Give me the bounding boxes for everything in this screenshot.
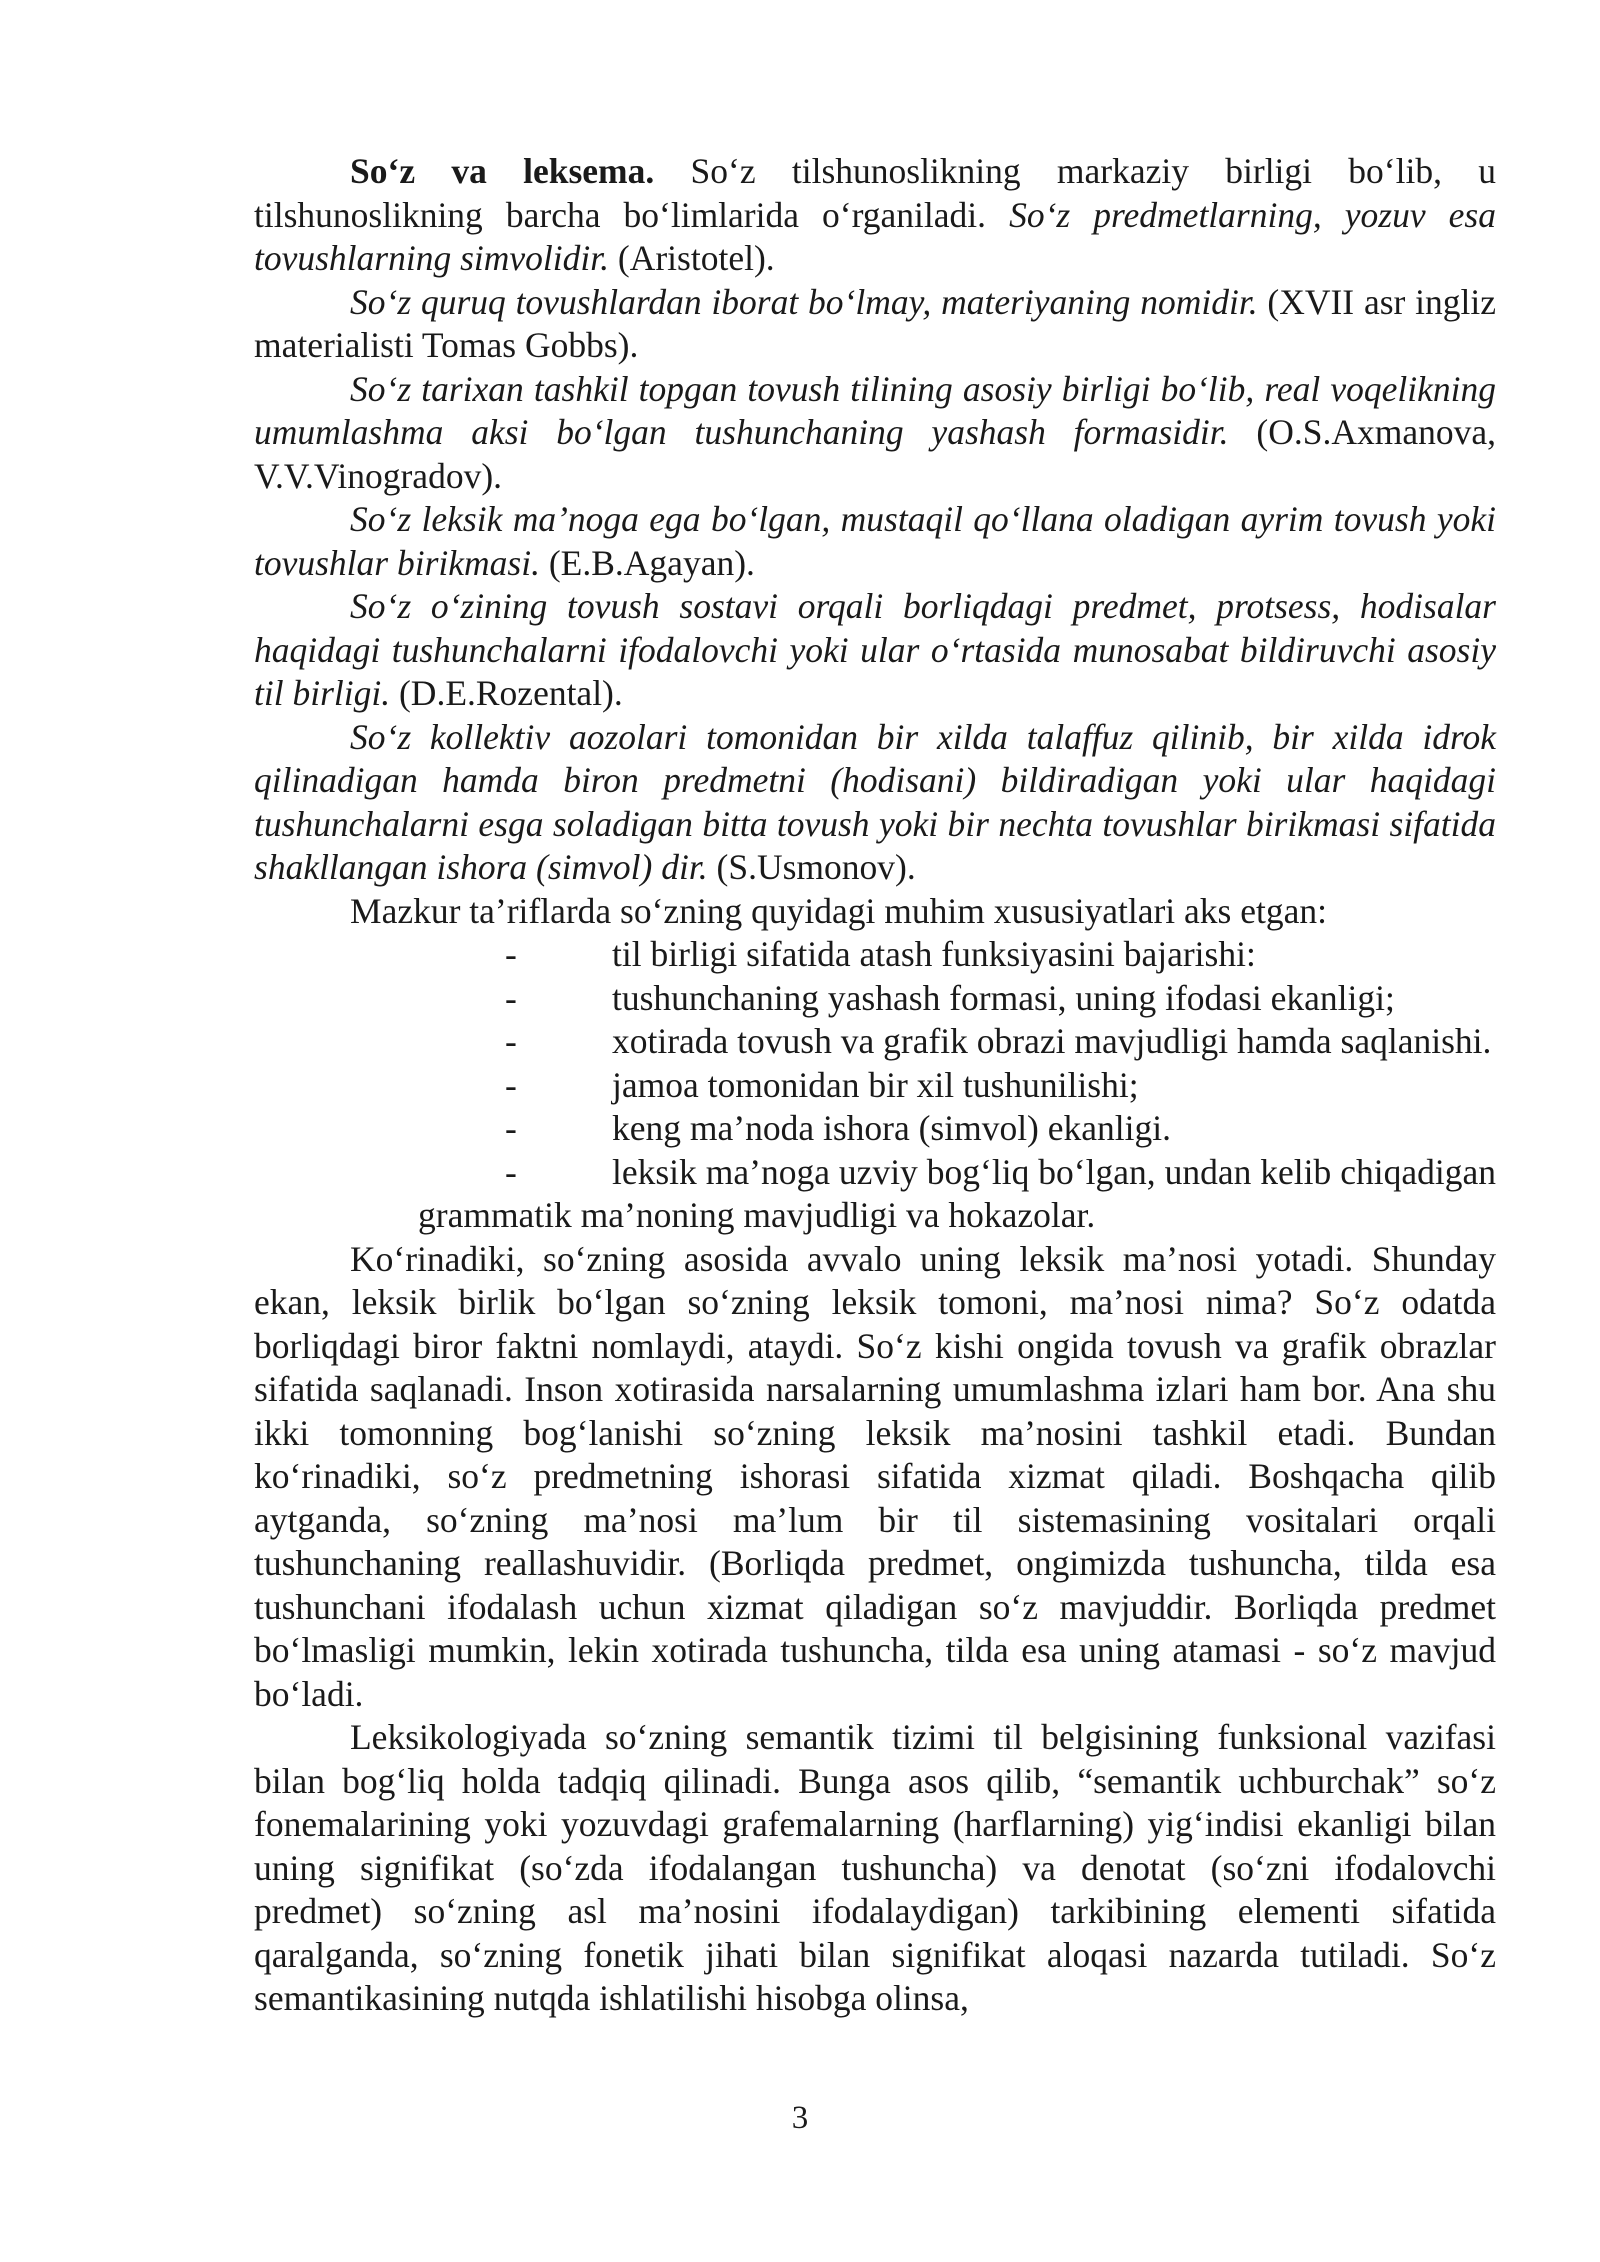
definition-text: So‘z kollektiv aozolari tomonidan bir xilda talaffuz qilinib, bir xilda idrok qilinadigan hamda biron predmetni (hodisani) bildiradigan yoki ular haqidagi tushunchalarni esga soladigan bitta tovush yoki bir nechta tovushlar birikmasi sifatida shakllangan ishora (simvol) dir. [254, 716, 1496, 887]
list-dash: - [505, 1064, 517, 1105]
list-item [254, 933, 1496, 977]
list-dash: - [505, 1021, 517, 1061]
definition-source: (O.S.Axmanova, V.V.Vinogradov). [254, 412, 1496, 496]
intro-text: So‘z tilshunoslikning markaziy birligi bo‘lib, u tilshunoslikning barcha bo‘limlarida o‘rganiladi. [254, 151, 1496, 235]
list-item [254, 1020, 1496, 1064]
definition-paragraph [254, 368, 1496, 499]
body-paragraph: Leksikologiyada so‘zning semantik tizimi til belgisining funksional vazifasi bilan bog‘liq holda tadqiq qilinadi. Bunga asos qilib, “semantik uchburchak” so‘z fonemalarining yoki yozuvdagi grafemalarning (harflarning) yig‘indisi ekanligi bilan uning signifikat (so‘zda ifodalangan tushuncha) va denotat (so‘zni ifodalovchi predmet) so‘zning asl ma’nosini ifodalaydigan) tarkibining elementi sifatida qaralganda, so‘zning fonetik jihati bilan signifikat aloqasi nazarda tutiladi. So‘z semantikasining nutqda ishlatilishi hisobga olinsa, [254, 1717, 1496, 2018]
definition-text: So‘z o‘zining tovush sostavi orqali borliqdagi predmet, protsess, hodisalar haqidagi tushunchalarni ifodalovchi yoki ular o‘rtasida munosabat bildiruvchi asosiy til birligi. [254, 586, 1496, 713]
list-dash: - [505, 934, 517, 974]
section-title: So‘z va leksema. [350, 151, 655, 191]
page-content [254, 150, 1496, 2021]
list-item-text: xotirada tovush va grafik obrazi mavjudligi hamda saqlanishi. [612, 1021, 1492, 1061]
list-item [254, 1151, 1496, 1238]
list-item [254, 977, 1496, 1021]
definition-text: So‘z leksik ma’noga ega bo‘lgan, mustaqil qo‘llana oladigan ayrim tovush yoki tovushlar birikmasi. [254, 499, 1496, 583]
properties-intro: Mazkur ta’riflarda so‘zning quyidagi muhim xususiyatlari aks etgan: [350, 890, 1327, 931]
definition-source: (D.E.Rozental). [390, 673, 623, 713]
definition-text: So‘z predmetlarning, yozuv esa tovushlarning simvolidir. [254, 194, 1496, 278]
properties-list [254, 933, 1496, 1238]
definition-paragraph [254, 281, 1496, 368]
definition-source: (E.B.Agayan). [539, 542, 755, 583]
definition-text: So‘z quruq tovushlardan iborat bo‘lmay, materiyaning nomidir. [350, 281, 1258, 322]
definition-paragraph [254, 498, 1496, 585]
list-item-text: leksik ma’noga uzviy bog‘liq bo‘lgan, undan kelib chiqadigan grammatik ma’noning mavjudligi va hokazolar. [418, 1151, 1496, 1235]
definition-paragraph [254, 716, 1496, 890]
list-item-text: til birligi sifatida atash funksiyasini bajarishi: [612, 934, 1256, 974]
list-dash: - [505, 1151, 517, 1192]
body-paragraph: Ko‘rinadiki, so‘zning asosida avvalo uning leksik ma’nosi yotadi. Shunday ekan, leksik birlik bo‘lgan so‘zning leksik tomoni, ma’nosi nima? So‘z odatda borliqdagi biror faktni nomlaydi, ataydi. So‘z kishi ongida tovush va grafik obrazlar sifatida saqlanadi. Inson xotirasida narsalarning umumlashma izlari ham bor. Ana shu ikki tomonning bog‘lanishi so‘zning leksik ma’nosini tashkil etadi. Bundan ko‘rinadiki, so‘z predmetning ishorasi sifatida xizmat qiladi. Boshqacha qilib aytganda, so‘zning ma’nosi ma’lum bir til sistemasining vositalari orqali tushunchaning reallashuvidir. (Borliqda predmet, ongimizda tushuncha, tilda esa tushunchani ifodalash uchun xizmat qiladigan so‘z mavjuddir. Borliqda predmet bo‘lmasligi mumkin, lekin xotirada tushuncha, tilda esa uning atamasi - so‘z mavjud bo‘ladi. [254, 1238, 1496, 1714]
list-item-text: tushunchaning yashash formasi, uning ifodasi ekanligi; [612, 977, 1395, 1018]
definition-paragraph [254, 585, 1496, 716]
page-number: 3 [791, 2100, 809, 2136]
list-item [254, 1064, 1496, 1108]
definition-source: (XVII asr ingliz materialisti Tomas Gobbs). [254, 281, 1496, 365]
definition-source: (Aristotel). [609, 238, 775, 278]
list-item-text: jamoa tomonidan bir xil tushunilishi; [612, 1064, 1139, 1105]
list-dash: - [505, 977, 517, 1018]
list-dash: - [505, 1108, 517, 1148]
definition-source: (S.Usmonov). [707, 847, 916, 887]
intro-paragraph [254, 150, 1496, 281]
definition-text: So‘z tarixan tashkil topgan tovush tilining asosiy birligi bo‘lib, real voqelikning umumlashma aksi bo‘lgan tushunchaning yashash formasidir. [254, 368, 1496, 452]
list-item-text: keng ma’noda ishora (simvol) ekanligi. [612, 1108, 1171, 1148]
list-item [254, 1107, 1496, 1151]
